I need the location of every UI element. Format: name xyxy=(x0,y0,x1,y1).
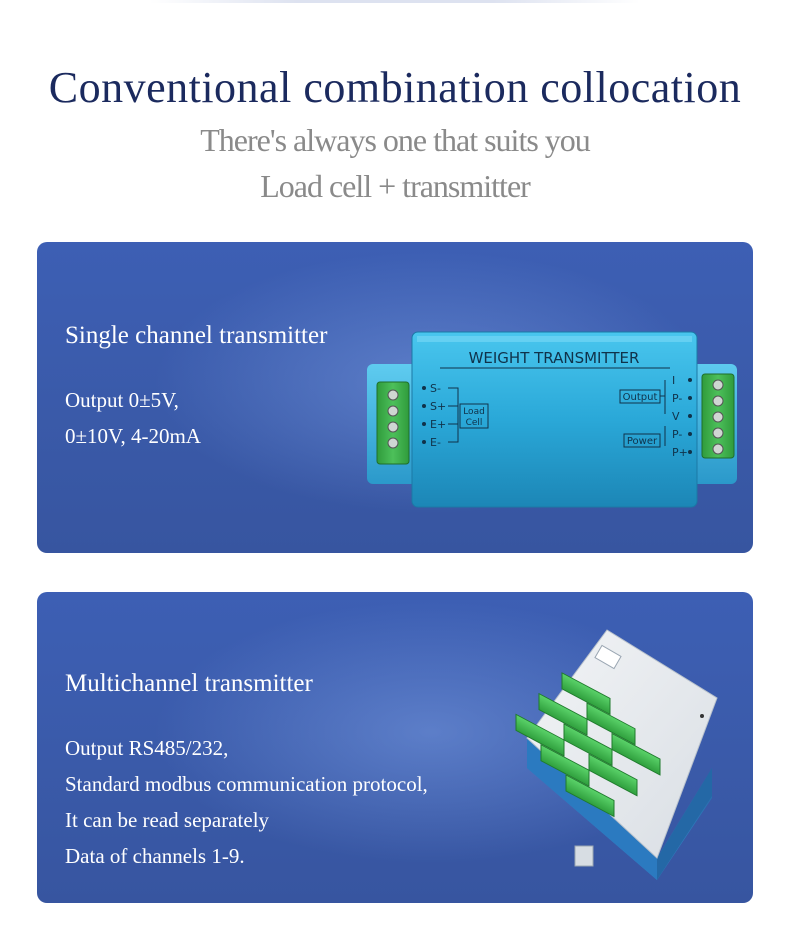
left-pin-label: E- xyxy=(430,436,441,449)
left-pin-label: S- xyxy=(430,382,441,395)
single-channel-line: Output 0±5V, xyxy=(65,388,179,412)
multichannel-description xyxy=(65,730,428,874)
right-pin-label: I xyxy=(672,374,676,387)
right-pin-label: P- xyxy=(672,428,683,441)
single-channel-line: 0±10V, 4-20mA xyxy=(65,424,201,448)
right-pin-label: P- xyxy=(672,392,683,405)
subtitle-line-2: Load cell + transmitter xyxy=(260,168,530,204)
single-transmitter-image xyxy=(362,322,747,517)
multichannel-title: Multichannel transmitter xyxy=(65,670,313,697)
multichannel-line: Standard modbus communication protocol, xyxy=(65,772,428,796)
top-divider xyxy=(150,0,640,3)
right-pin-label: V xyxy=(672,410,680,423)
power-box-label: Power xyxy=(626,436,658,447)
single-channel-description xyxy=(65,382,201,454)
single-channel-title: Single channel transmitter xyxy=(65,322,328,349)
left-pin-label: E+ xyxy=(430,418,447,431)
page-title: Conventional combination collocation xyxy=(48,63,742,112)
multichannel-line: It can be read separately xyxy=(65,808,270,832)
single-channel-panel xyxy=(37,242,753,553)
multichannel-transmitter-image xyxy=(487,618,737,880)
left-pin-label: S+ xyxy=(430,400,447,413)
device-label: WEIGHT TRANSMITTER xyxy=(468,349,640,367)
right-pin-label: P+ xyxy=(672,446,688,459)
output-box-label: Output xyxy=(622,392,658,403)
multichannel-line: Output RS485/232, xyxy=(65,736,229,760)
subtitle-line-1: There's always one that suits you xyxy=(200,122,590,158)
multichannel-panel xyxy=(37,592,753,903)
multichannel-line: Data of channels 1-9. xyxy=(65,844,245,868)
load-cell-box-label: Load xyxy=(463,407,485,417)
load-cell-box-label: Cell xyxy=(465,418,483,428)
